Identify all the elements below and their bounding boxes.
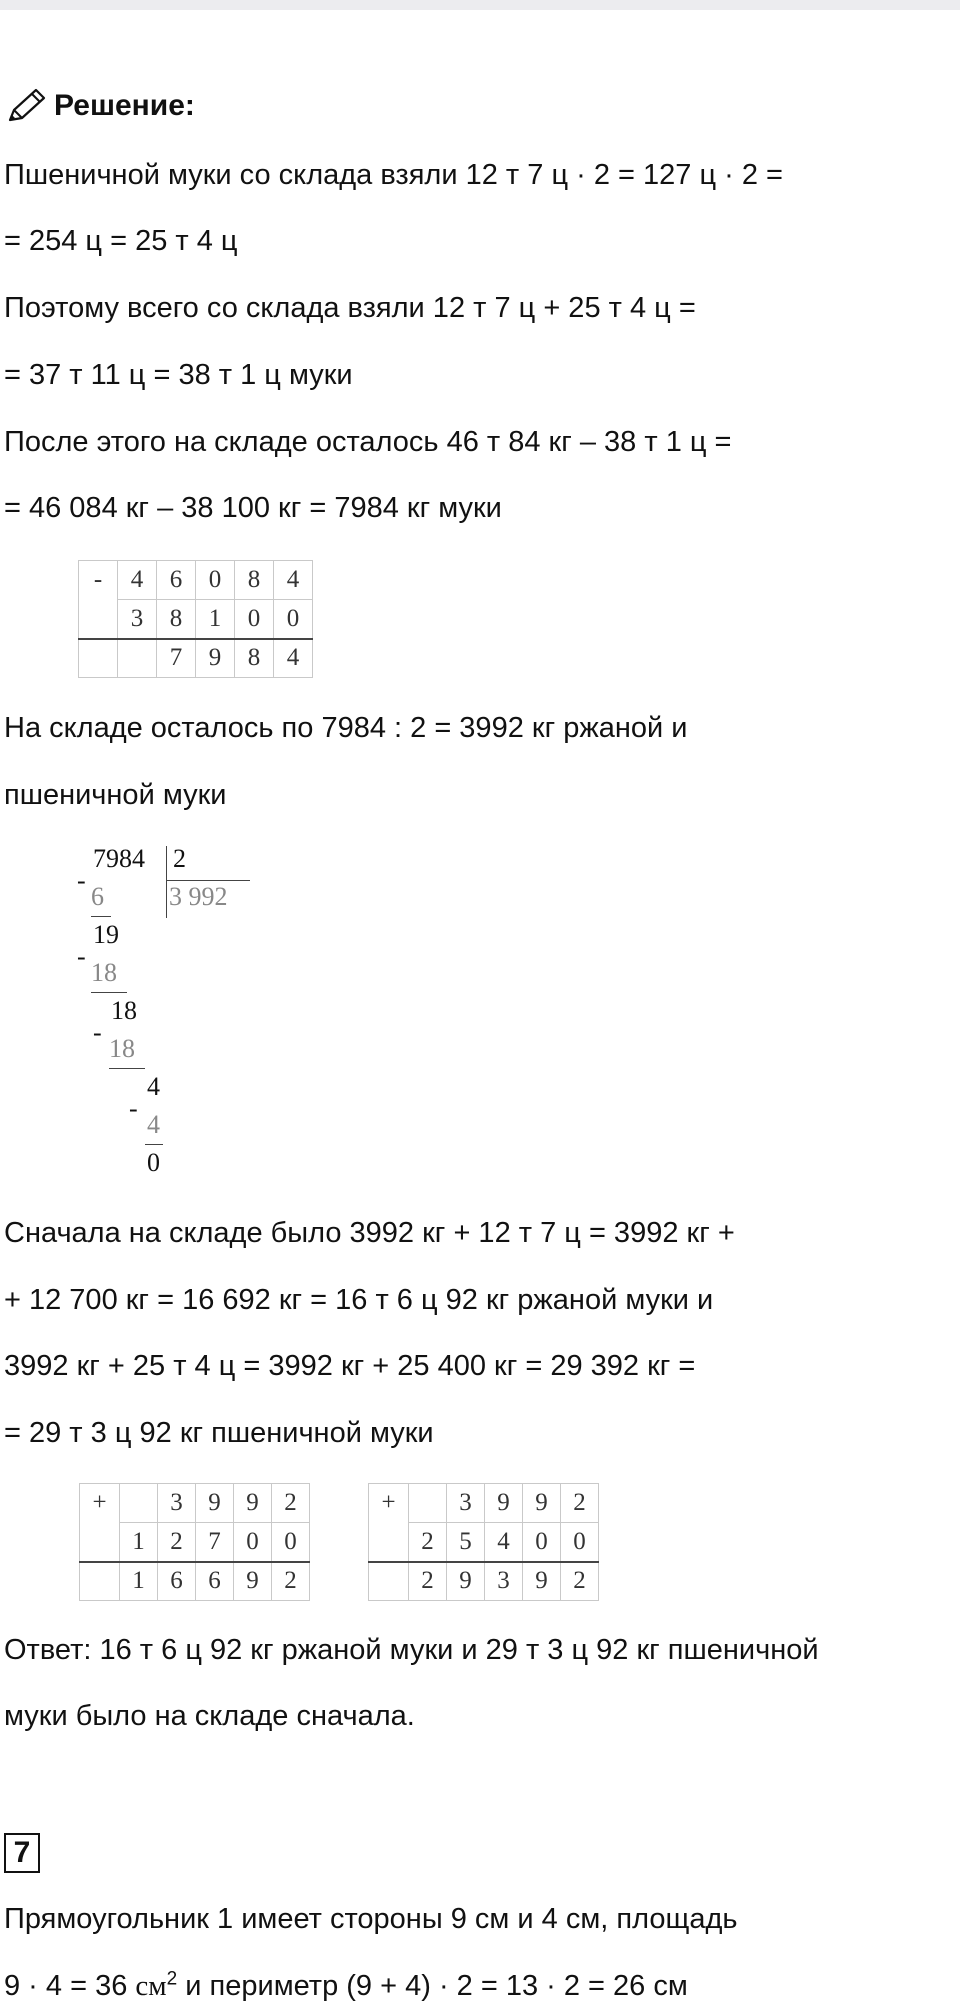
remainder: 19 — [93, 920, 119, 949]
digit-cell: 4 — [118, 561, 157, 600]
remainder: 18 — [111, 996, 137, 1025]
plus-sign: + — [369, 1484, 409, 1523]
digit-cell: 9 — [196, 639, 235, 678]
dividend: 7984 — [93, 844, 145, 873]
digit-cell: 5 — [447, 1523, 485, 1562]
quotient-line — [166, 880, 250, 881]
addition-table-2 — [368, 1483, 599, 1601]
digit-cell: 0 — [561, 1523, 599, 1562]
text-line: = 254 ц = 25 т 4 ц — [4, 225, 238, 257]
digit-cell: 9 — [485, 1484, 523, 1523]
text-line: = 46 084 кг – 38 100 кг = 7984 кг муки — [4, 492, 502, 524]
digit-cell: 1 — [196, 600, 235, 639]
minus-sign: - — [77, 866, 86, 895]
digit-cell: 4 — [485, 1523, 523, 1562]
empty-cell — [80, 1523, 120, 1562]
digit-cell: 8 — [157, 600, 196, 639]
pencil-icon — [4, 86, 48, 126]
digit-cell: 9 — [234, 1562, 272, 1601]
digit-cell: 0 — [523, 1523, 561, 1562]
text-line: пшеничной муки — [4, 779, 227, 811]
digit-cell: 0 — [234, 1523, 272, 1562]
text-line: На складе осталось по 7984 : 2 = 3992 кг ржаной и — [4, 712, 688, 744]
plus-sign: + — [80, 1484, 120, 1523]
text-line: = 37 т 11 ц = 38 т 1 ц муки — [4, 359, 353, 391]
digit-cell: 3 — [485, 1562, 523, 1601]
digit-cell: 0 — [235, 600, 274, 639]
digit-cell: 4 — [274, 639, 313, 678]
digit-cell: 4 — [274, 561, 313, 600]
digit-cell: 3 — [158, 1484, 196, 1523]
empty-cell — [369, 1523, 409, 1562]
remainder: 4 — [147, 1072, 160, 1101]
minus-sign: - — [77, 942, 86, 971]
digit-cell: 6 — [158, 1562, 196, 1601]
step-line — [145, 1144, 163, 1145]
division-bracket — [166, 846, 167, 918]
solution-heading-label: Решение: — [54, 89, 195, 122]
subtraction-table — [78, 560, 313, 678]
area-unit-exponent: 2 — [166, 1968, 178, 1990]
area-unit: см — [135, 1970, 167, 2002]
text-line: Поэтому всего со склада взяли 12 т 7 ц + 25 т 4 ц = — [4, 292, 696, 324]
digit-cell: 2 — [561, 1562, 599, 1601]
quotient: 3 992 — [169, 882, 228, 911]
digit-cell: 8 — [235, 561, 274, 600]
step-line — [91, 916, 111, 917]
solution-heading — [4, 84, 195, 128]
digit-cell: 2 — [409, 1523, 447, 1562]
digit-cell: 9 — [523, 1484, 561, 1523]
digit-cell: 7 — [196, 1523, 234, 1562]
digit-cell: 0 — [272, 1523, 310, 1562]
digit-cell: 3 — [118, 600, 157, 639]
answer-line: муки было на складе сначала. — [4, 1700, 415, 1732]
digit-cell: 7 — [157, 639, 196, 678]
digit-cell: 1 — [120, 1523, 158, 1562]
step-line — [109, 1068, 145, 1069]
task7-line-2 — [4, 1969, 688, 2003]
digit-cell: 1 — [120, 1562, 158, 1601]
text-line: Пшеничной муки со склада взяли 12 т 7 ц · 2 = 127 ц · 2 = — [4, 159, 783, 191]
digit-cell: 0 — [274, 600, 313, 639]
digit-cell — [120, 1484, 158, 1523]
digit-cell — [118, 639, 157, 678]
text-line: = 29 т 3 ц 92 кг пшеничной муки — [4, 1417, 434, 1449]
empty-cell — [80, 1562, 120, 1601]
digit-cell: 9 — [196, 1484, 234, 1523]
digit-cell: 0 — [196, 561, 235, 600]
digit-cell: 2 — [561, 1484, 599, 1523]
top-bar — [0, 0, 960, 10]
digit-cell: 9 — [447, 1562, 485, 1601]
text-line: Сначала на складе было 3992 кг + 12 т 7 ц = 3992 кг + — [4, 1217, 735, 1249]
subtrahend: 18 — [109, 1034, 135, 1063]
empty-cell — [79, 639, 118, 678]
text-line: + 12 700 кг = 16 692 кг = 16 т 6 ц 92 кг ржаной муки и — [4, 1284, 714, 1316]
minus-sign: - — [79, 561, 118, 600]
long-division — [75, 844, 275, 1184]
digit-cell: 2 — [158, 1523, 196, 1562]
task-number: 7 — [4, 1833, 40, 1873]
text-line: После этого на складе осталось 46 т 84 кг – 38 т 1 ц = — [4, 426, 732, 458]
digit-cell: 6 — [196, 1562, 234, 1601]
divisor: 2 — [173, 844, 186, 873]
minus-sign: - — [93, 1018, 102, 1047]
digit-cell: 9 — [234, 1484, 272, 1523]
area-expression: 9 · 4 = 36 — [4, 1970, 128, 2002]
empty-cell — [369, 1562, 409, 1601]
digit-cell: 3 — [447, 1484, 485, 1523]
digit-cell — [409, 1484, 447, 1523]
minus-sign: - — [129, 1094, 138, 1123]
remainder: 0 — [147, 1148, 160, 1177]
perimeter-expression: и периметр (9 + 4) · 2 = 13 · 2 = 26 см — [185, 1970, 688, 2002]
digit-cell: 2 — [409, 1562, 447, 1601]
answer-line: Ответ: 16 т 6 ц 92 кг ржаной муки и 29 т 3 ц 92 кг пшеничной — [4, 1634, 819, 1666]
text-line: 3992 кг + 25 т 4 ц = 3992 кг + 25 400 кг = 29 392 кг = — [4, 1350, 696, 1382]
digit-cell: 8 — [235, 639, 274, 678]
addition-table-1 — [79, 1483, 310, 1601]
subtrahend: 4 — [147, 1110, 160, 1139]
digit-cell: 9 — [523, 1562, 561, 1601]
empty-cell — [79, 600, 118, 639]
subtrahend: 6 — [91, 882, 104, 911]
step-line — [91, 992, 127, 993]
digit-cell: 6 — [157, 561, 196, 600]
subtrahend: 18 — [91, 958, 117, 987]
digit-cell: 2 — [272, 1484, 310, 1523]
task7-line-1: Прямоугольник 1 имеет стороны 9 см и 4 см, площадь — [4, 1903, 738, 1935]
digit-cell: 2 — [272, 1562, 310, 1601]
